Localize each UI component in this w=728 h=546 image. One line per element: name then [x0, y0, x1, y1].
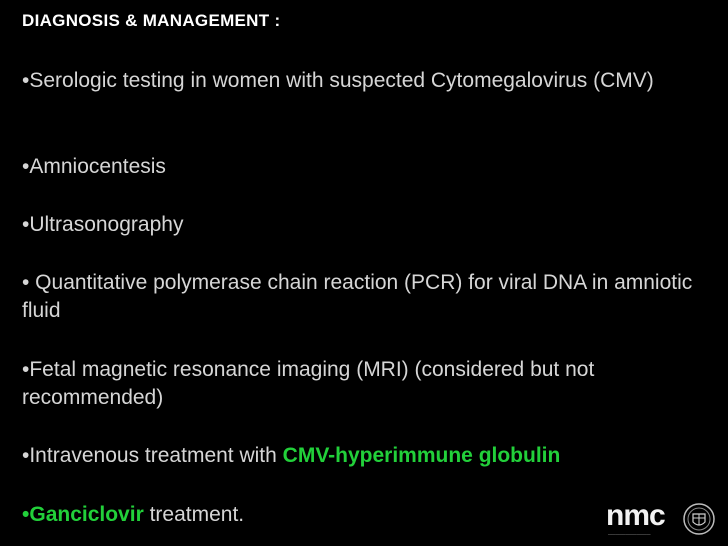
bullet-ganciclovir-text: treatment.	[143, 503, 245, 526]
bullet-serologic-testing: •Serologic testing in women with suspected Cytomegalovirus (CMV)	[22, 69, 654, 92]
bullet-fetal-mri: •Fetal magnetic resonance imaging (MRI) (considered but not recommended)	[22, 358, 601, 409]
bullet-ganciclovir	[22, 501, 244, 529]
slide-title: DIAGNOSIS & MANAGEMENT :	[22, 11, 281, 30]
bullet-iv-treatment-text: •Intravenous treatment with	[22, 444, 283, 467]
highlight-ganciclovir: Ganciclovir	[29, 503, 144, 526]
logo-subtext: ────────────	[608, 532, 651, 538]
bullet-amniocentesis: •Amniocentesis	[22, 155, 166, 178]
highlight-cmv-hyperimmune-globulin: CMV-hyperimmune globulin	[282, 444, 561, 467]
bullet-iv-treatment	[22, 442, 722, 470]
logo-text: nmc	[606, 499, 665, 532]
crest-icon	[682, 502, 716, 536]
bullet-pcr: • Quantitative polymerase chain reaction (PCR) for viral DNA in amniotic fluid	[22, 271, 699, 322]
nmc-logo	[606, 500, 722, 542]
bullet-ultrasonography: •Ultrasonography	[22, 213, 184, 236]
bullet-marker-green: •	[22, 503, 30, 526]
